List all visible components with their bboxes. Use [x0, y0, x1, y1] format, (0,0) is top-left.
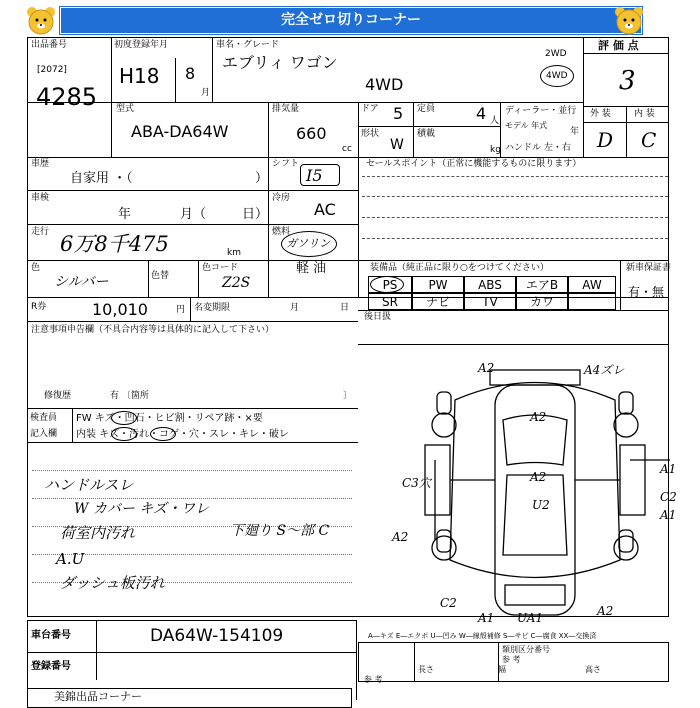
notes-label: 注意事項申告欄（不具合内容等は具体的に記入して下さい） — [31, 325, 275, 335]
doors-label: ドア — [361, 104, 379, 114]
equipment-cell: ABS — [464, 276, 516, 293]
color-code: Z2S — [222, 275, 251, 291]
equipment-cell: ナビ — [412, 293, 464, 310]
color-label: 色 — [31, 263, 41, 273]
damage-mark: A2 — [478, 361, 495, 375]
inspection-year: 年 — [118, 207, 132, 222]
recycle-unit: 円 — [176, 305, 186, 315]
damage-mark: A2 — [530, 410, 547, 424]
equipment-cell: AW — [568, 276, 616, 293]
lot-sub: [2072] — [37, 65, 67, 75]
chassis-label: 車台番号 — [31, 630, 71, 641]
damage-mark: A1 — [660, 508, 677, 522]
header-banner — [60, 7, 642, 34]
repair-label: 修復歴 — [44, 391, 72, 401]
model-value: ABA-DA64W — [131, 122, 229, 141]
grade-int-label: 内 装 — [634, 109, 655, 119]
ac-label: 冷房 — [272, 193, 291, 203]
shape-value: W — [390, 137, 404, 153]
handnote-2: W カバー キズ・ワレ — [74, 501, 210, 517]
recycle-label: R券 — [31, 302, 47, 312]
damage-mark: U2 — [532, 498, 550, 512]
inspection-month: 月（ — [180, 207, 207, 222]
grade-ext: D — [597, 128, 614, 152]
color-code-label: 色コード — [202, 263, 239, 273]
mileage-value: 6万8千475 — [60, 232, 169, 256]
dealer-line2b: 年 — [570, 127, 580, 137]
handnote-1: ハンドルスレ — [44, 476, 134, 494]
under-note: 下廻り S～部 C — [230, 523, 330, 539]
legend-height: 高さ — [585, 665, 601, 674]
equipment-cell: カワ — [516, 293, 568, 310]
fuel-diesel: 軽 油 — [296, 261, 327, 276]
legend-ref: 参 考 — [364, 675, 383, 684]
dealer-line2: モデル 年式 — [505, 121, 548, 130]
handnote-5: ダッシュ板汚れ — [60, 574, 165, 592]
damage-mark: A4ズレ — [584, 363, 625, 377]
history-label: 車歴 — [31, 159, 50, 169]
fuel-gas: ガソリン — [286, 237, 330, 250]
rear-label: 後日扱 — [364, 312, 392, 322]
mileage-unit: km — [227, 248, 241, 258]
disp-unit: cc — [342, 144, 352, 154]
disp-value: 660 — [296, 124, 327, 143]
load-label: 積載 — [417, 129, 436, 139]
equipment-label: 装備品（純正品に限り○をつけてください） — [370, 263, 549, 273]
footer-label: 美錦出品コーナー — [54, 690, 142, 703]
equipment-cell — [568, 293, 616, 310]
damage-mark: UA1 — [517, 611, 544, 625]
reg-no-label: 登録番号 — [31, 661, 71, 672]
new-car-label: 新車保証書 — [626, 263, 672, 273]
equipment-cell: エアB — [516, 276, 568, 293]
damage-mark: A2 — [392, 530, 409, 544]
lot-number: 4285 — [36, 83, 98, 111]
damage-mark: C2 — [660, 490, 677, 504]
damage-mark: A1 — [478, 611, 495, 625]
ac-value: AC — [314, 200, 336, 219]
grade-ext-label: 外 装 — [590, 109, 611, 119]
damage-mark: A2 — [597, 604, 614, 618]
repair-close: 〕 — [343, 391, 353, 401]
mascot-right-icon — [612, 4, 646, 38]
color-value: シルバー — [54, 274, 109, 290]
legend-width: 幅 — [498, 665, 506, 674]
car-drive: 4WD — [365, 75, 404, 94]
inspector-row1: FW キズ・凹石・ヒビ割・リペア跡・×要 — [76, 413, 263, 424]
inspection-day: 日） — [242, 207, 269, 222]
grade-score: 3 — [619, 66, 636, 96]
grade-label: 評 価 点 — [598, 39, 639, 52]
sales-label: セールスポイント（正常に機能するものに限ります） — [366, 159, 582, 169]
legend-line: A―キズ E―エクボ U―凹み W―線殻補修 S―サビ C―腐食 XX―交換済 — [368, 632, 597, 640]
model-label: 型式 — [116, 104, 135, 114]
car-diagram — [395, 350, 670, 620]
fuel-label: 燃料 — [272, 227, 291, 237]
equipment-grid — [368, 276, 618, 310]
recycle-value: 10,010 — [92, 300, 148, 319]
equipment-cell: PW — [412, 276, 464, 293]
handnote-3: 荷室内汚れ — [60, 524, 136, 542]
drive-opt-2wd: 2WD — [545, 49, 567, 59]
damage-mark: C2 — [440, 596, 457, 610]
damage-mark: A2 — [530, 470, 547, 484]
equipment-cell: TV — [464, 293, 516, 310]
lot-label: 出品番号 — [31, 40, 68, 50]
capacity-label: 定員 — [417, 104, 436, 114]
color-change-label: 色替 — [151, 271, 170, 281]
new-car-value: 有・無 — [628, 285, 665, 299]
car-name: エブリィ ワゴン — [222, 53, 338, 72]
inspector-row2: 内装 キズ・汚れ・コゲ・穴・スレ・キレ・破レ — [76, 429, 289, 440]
banner-title: 完全ゼロ切りコーナー — [281, 12, 421, 28]
inspection-label: 車検 — [31, 193, 50, 203]
repair-value: 有 〔箇所 — [110, 391, 149, 401]
ps-circle — [370, 276, 404, 293]
shape-label: 形状 — [361, 129, 380, 139]
disp-label: 排気量 — [272, 104, 300, 114]
mascot-left-icon — [24, 4, 58, 38]
load-unit: kg — [490, 145, 501, 155]
reg-due-label: 名変期限 — [194, 303, 231, 313]
car-label: 車名・グレード — [216, 40, 280, 50]
inspector-label2: 記入欄 — [30, 429, 58, 439]
legend-class: 類別区分番号 — [502, 645, 550, 654]
grade-int: C — [641, 128, 657, 152]
doors-value: 5 — [393, 104, 404, 123]
legend-len: 長さ — [418, 665, 434, 674]
dealer-line3: ハンドル 左・右 — [505, 143, 571, 153]
shift-label: シフト — [272, 159, 300, 169]
inspector-label1: 検査員 — [30, 413, 58, 423]
damage-mark: A1 — [660, 462, 677, 476]
shift-value: I5 — [306, 166, 323, 185]
chassis-value: DA64W-154109 — [150, 626, 284, 646]
first-reg-era: H18 — [119, 64, 160, 88]
drive-opt-4wd: 4WD — [546, 71, 568, 81]
first-reg-month: 8 — [185, 64, 196, 83]
equipment-cell: SR — [368, 293, 412, 310]
handnote-4: A.U — [56, 550, 85, 568]
reg-due-month: 月 — [290, 303, 300, 313]
capacity-value: 4 — [476, 104, 487, 123]
history-value: 自家用 ・（ — [70, 171, 133, 186]
history-close: ） — [255, 171, 269, 186]
dealer-line1: ディーラー・並行 — [505, 106, 577, 116]
first-reg-month-unit: 月 — [201, 88, 211, 98]
mileage-label: 走行 — [31, 227, 50, 237]
first-reg-label: 初度登録年月 — [114, 40, 169, 50]
equipment-cell: PS — [368, 276, 412, 293]
damage-mark: C3穴 — [402, 476, 431, 490]
reg-due-day: 日 — [340, 303, 350, 313]
legend-class-sub: 参 考 — [502, 655, 521, 664]
capacity-unit: 人 — [490, 116, 500, 126]
